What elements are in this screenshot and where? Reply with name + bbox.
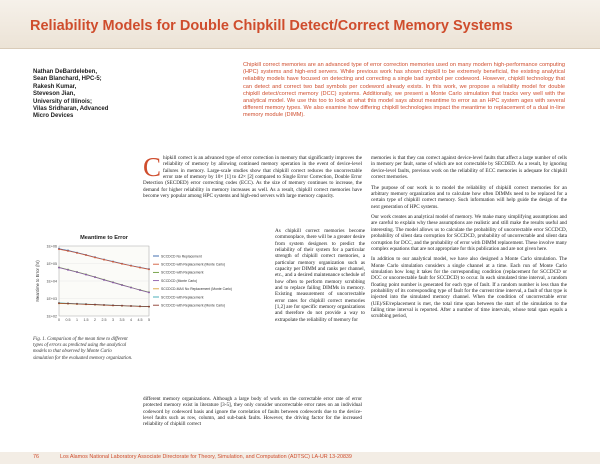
- data-point: [121, 284, 123, 286]
- data-point: [76, 271, 78, 273]
- author-list: [33, 69, 233, 121]
- data-point: [67, 250, 69, 252]
- x-tick-label: 1.5: [83, 318, 89, 322]
- data-point: [130, 305, 132, 307]
- intro-paragraph: [143, 152, 362, 200]
- data-point: [148, 269, 150, 271]
- data-point: [112, 304, 114, 306]
- x-tick-label: 5: [148, 318, 150, 322]
- abstract: Chipkill correct memories are an advanced type of error correction memories used on many modern high-performance computing (HPC) systems and high-end servers. While previous work has shown chipkill to be extremely beneficial, the existing analytical reliability models have focused on detecting and correcting a single bad symbol per codeword. However, chipkill technology that can detect and correct two bad symbols per codeword already exists. In this work, we propose a reliability model for double chipkill detect/correct memory (DCC) systems. Additionally, we present a Monte Carlo simulation that tracks very well with the analytical model. We use this too to look at what this model says about meantime to error as an HPC system ages with several different memory types. We also examine how differing chipkill technologies impact the meantime to replacement of a dual in-line memory module (DIMM).: [243, 62, 565, 119]
- data-point: [103, 259, 105, 261]
- author-line: University of Illinois;: [33, 98, 93, 105]
- x-tick-label: 3: [112, 318, 114, 322]
- data-point: [112, 261, 114, 263]
- data-point: [130, 265, 132, 267]
- meantime-chart: [33, 232, 265, 332]
- data-point: [58, 267, 60, 269]
- data-point: [139, 289, 141, 291]
- right-paragraph: In addition to our analytical model, we have also designed a Monte Carlo simulation. The Monte Carlo simulation considers a single channel at a time. Each run of Monte Carlo simulation how long it takes for the corresponding condition (replacement for SCCDCD or DCC or uncorrectable fault for SCCDCD) to occur. In each simulated time interval, a random floating point number is generated for each type of fault. If a random number is less than the probability of its corresponding type of fault for the current time interval, a fault of that type is injected into the simulated memory channel. When the condition of uncorrectable error (UE)/SE/replacement is met, the total time span between the start of the simulation to the failing time interval is reported. After a number of time intervals, whose total span equals a scrubbing period,: [371, 256, 567, 320]
- legend-label: SCCDCD with Replacement: [161, 295, 204, 300]
- data-point: [148, 292, 150, 294]
- figure-caption: Fig. 1. Comparison of the mean time to different types of errors as predicted using the analytical models to that observed by Monte Carlo simulation for the evaluated memory organization.: [33, 337, 133, 361]
- right-paragraph: The purpose of our work is to model the reliability of chipkill correct memories for an arbitrary memory organization and to calculate how often DIMMs need to be replaced for a certain type of chipkill correct memory. Such information will help guide the design of the next generation of HPC systems.: [371, 184, 567, 210]
- data-point: [67, 269, 69, 271]
- mid-paragraph: As chipkill correct memories become commonplace, there will be a greater desire from system designers to predict the reliability of their system for a particular strength of chipkill correct memories, a particular memory organization such as capacity per DIMM and ranks per channel, etc., and a desired maintenance schedule of how often to perform memory scrubbing and to replace failing DIMMs in memory. Existing measurement of uncorrectable error rates for chipkill correct memories [1,2] are for specific memory organizations and therefore do not provide a way to extrapolate the reliability of memory for: [275, 228, 365, 323]
- chart-title: Meantime to Error: [80, 235, 128, 241]
- data-point: [94, 304, 96, 306]
- data-point: [76, 252, 78, 254]
- author-line: Rakesh Kumar,: [33, 83, 77, 90]
- data-point: [121, 263, 123, 265]
- data-point: [94, 257, 96, 259]
- intro-text: hipkill correct is an advanced type of error correction in memory that significantly improves the reliability of memory by allowing continued memory operation in the event of device-level failures in memory. Large-scale studies show that chipkill correct reduces the uncorrectable error rate of memory by 10× [1] to 42× [2] compared to Single Error Correction, Double Error Detection (SECDED) error correcting codes (ECC). As the size of memory continues to increase, the demand for higher reliability in memory increases as well. As a result, chipkill correct memories have become very popular among HPC systems and high-end servers with large memory capacity.: [143, 155, 362, 200]
- data-point: [58, 302, 60, 304]
- author-line: Sean Blanchard, HPC-5;: [33, 76, 102, 83]
- x-tick-label: 0: [58, 318, 60, 322]
- legend-label: SCCDCD-MAX No Replacement (Monte Carlo): [161, 287, 232, 292]
- x-tick-label: 2: [94, 318, 96, 322]
- y-tick-label: 1E+02: [46, 314, 57, 319]
- x-tick-label: 4.5: [137, 318, 143, 322]
- bottom-paragraph: different memory organizations. Although a large body of work on the correctable error rate of error protected memory exist in literature [3-5], they only consider uncorrectable error rates on an individual codeword by codeword basis and ignore the correlation of faults between codewords due to the device-level faults such as row, column, and sub-bank faults. However, the driving factor for the increased reliability of chipkill correct: [143, 396, 362, 428]
- legend-label: SCCDCD with Replacement (Monte Carlo): [161, 303, 226, 308]
- data-point: [130, 287, 132, 289]
- author-line: Steveson Jian,: [33, 91, 76, 98]
- data-point: [85, 274, 87, 276]
- data-point: [148, 306, 150, 308]
- y-axis-label: Meantime to Error (hr): [35, 260, 40, 302]
- right-paragraph: Our work creates an analytical model of memory. We make many simplifying assumptions and are careful to explain why these assumptions are realistic and still make the results useful and interesting. The model allows us to calculate the probability of uncorrectable error SCCDCD, probability of silent data corruption for SCCDCD, probability of uncorrectable and silent data corruption for DCC, and the probability of error with DIMM replacement. These involve many complex equations that are not appropriate for this publication and are not given here.: [371, 214, 567, 252]
- data-point: [139, 305, 141, 307]
- data-point: [94, 276, 96, 278]
- author-line: Vilas Sridharan, Advanced: [33, 106, 109, 113]
- data-point: [139, 267, 141, 269]
- x-tick-label: 4: [130, 318, 132, 322]
- chart-figure: [33, 232, 265, 332]
- author-line: Micro Devices: [33, 113, 74, 120]
- footer-text: Los Alamos National Laboratory Associate Directorate for Theory, Simulation, and Computation (ADTSC) LA-UR 13-20839: [60, 454, 352, 460]
- data-point: [112, 282, 114, 284]
- y-tick-label: 1E+06: [46, 244, 57, 249]
- data-point: [103, 279, 105, 281]
- right-paragraph: memories is that they can correct against device-level faults that affect a large number of cells in memory per fault, some of which are not correctable by SECDED. As a result, by ignoring device-level faults, previous work on the reliability of ECC memories is adequate for chipkill correct memories.: [371, 155, 567, 181]
- legend-label: SCCDCD with Replacement (Monte Carlo): [161, 262, 226, 267]
- legend-label: SCCDCD No Replacement: [161, 254, 202, 259]
- data-point: [103, 304, 105, 306]
- legend-label: SCCDCD (Monte Carlo): [161, 278, 198, 283]
- page-title: Reliability Models for Double Chipkill Detect/Correct Memory Systems: [30, 18, 513, 34]
- x-tick-label: 1: [76, 318, 78, 322]
- y-tick-label: 1E+04: [46, 279, 57, 284]
- data-point: [58, 248, 60, 250]
- x-tick-label: 3.5: [119, 318, 125, 322]
- data-point: [121, 305, 123, 307]
- x-tick-label: 2.5: [101, 318, 107, 322]
- drop-cap: C: [143, 152, 162, 182]
- legend-label: SCCDCD with Replacement: [161, 270, 204, 275]
- data-point: [76, 303, 78, 305]
- data-point: [67, 303, 69, 305]
- right-column: [371, 155, 567, 324]
- page-number: 76: [33, 454, 39, 460]
- y-tick-label: 1E+03: [46, 296, 57, 301]
- data-point: [85, 303, 87, 305]
- author-line: Nathan DeBardeleben,: [33, 69, 98, 75]
- data-point: [85, 254, 87, 256]
- y-tick-label: 1E+05: [46, 261, 57, 266]
- x-tick-label: 0.5: [65, 318, 71, 322]
